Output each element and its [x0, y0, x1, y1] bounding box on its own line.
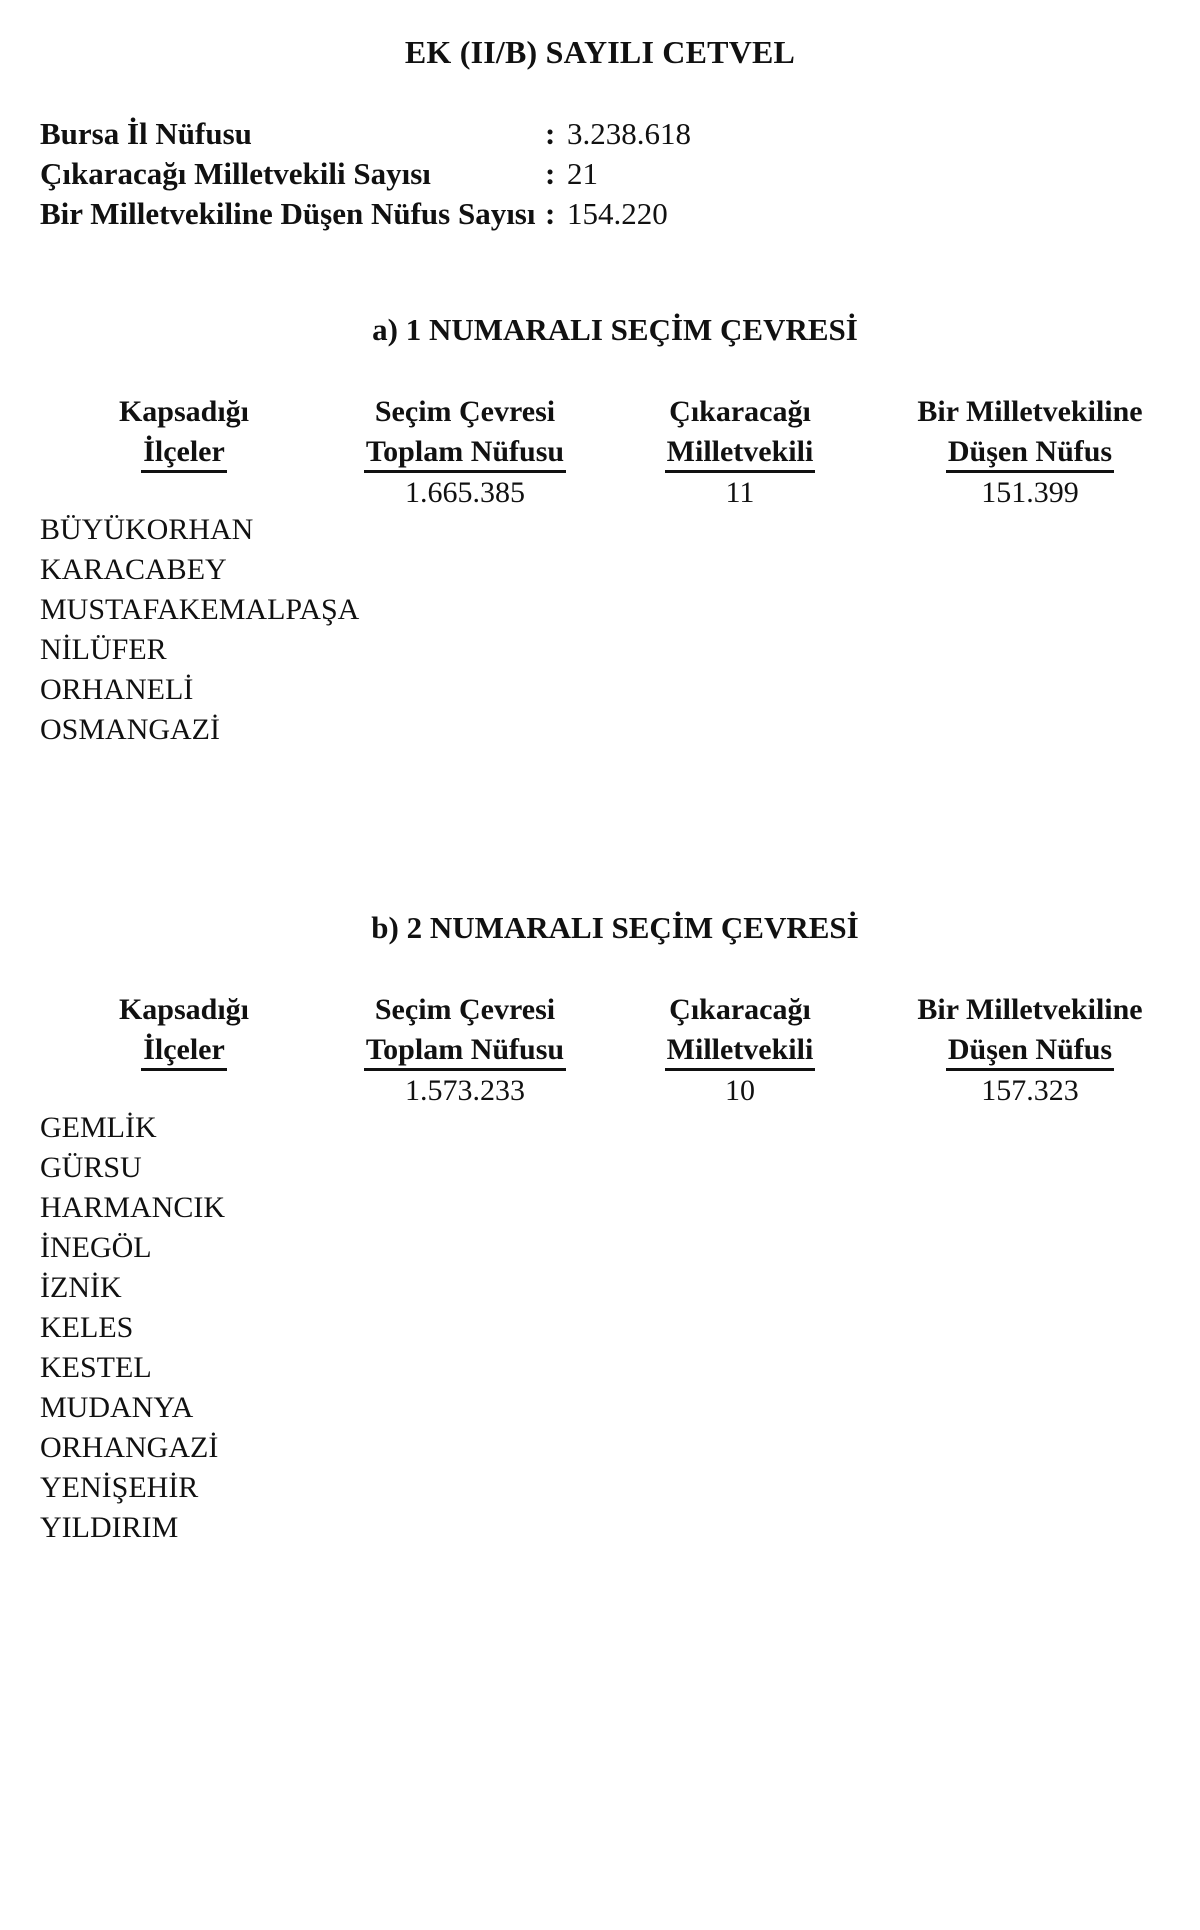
column-header-line1: Seçim Çevresi	[374, 993, 556, 1026]
district-item: GEMLİK	[40, 1111, 157, 1144]
district-item: ORHANELİ	[40, 673, 194, 706]
district-item: BÜYÜKORHAN	[40, 513, 254, 546]
district-item: ORHANGAZİ	[40, 1431, 219, 1464]
column-header-line2: Toplam Nüfusu	[364, 1032, 566, 1071]
district-item: İZNİK	[40, 1271, 122, 1304]
column-districts-header	[84, 990, 284, 1071]
column-per-deputy-header	[900, 392, 1160, 511]
district-item: HARMANCIK	[40, 1191, 226, 1224]
summary-row-population	[40, 114, 691, 154]
column-header-line2: Düşen Nüfus	[946, 434, 1114, 473]
summary-label: Bir Milletvekiline Düşen Nüfus Sayısı	[40, 196, 536, 231]
column-header-line2: Milletvekili	[665, 434, 816, 473]
column-header-line2: Toplam Nüfusu	[364, 434, 566, 473]
district-item: KARACABEY	[40, 553, 227, 586]
district-item: MUDANYA	[40, 1391, 194, 1424]
column-header-line1: Bir Milletvekiline	[917, 993, 1143, 1026]
section-title: b) 2 NUMARALI SEÇİM ÇEVRESİ	[371, 910, 859, 945]
column-header-line1: Seçim Çevresi	[374, 395, 556, 428]
column-header-line2: İlçeler	[141, 434, 227, 473]
district-item: MUSTAFAKEMALPAŞA	[40, 593, 360, 626]
column-per-deputy-header	[900, 990, 1160, 1109]
district-item: YENİŞEHİR	[40, 1471, 199, 1504]
district-list	[40, 1108, 225, 1548]
per-deputy-value: 151.399	[981, 476, 1079, 509]
deputies-value: 11	[725, 476, 755, 509]
district-item: KESTEL	[40, 1351, 152, 1384]
summary-colon: :	[545, 116, 556, 151]
column-header-line2: İlçeler	[141, 1032, 227, 1071]
summary-block	[40, 114, 691, 234]
district-item: NİLÜFER	[40, 633, 167, 666]
district-item: YILDIRIM	[40, 1511, 179, 1544]
column-total-header	[345, 990, 585, 1109]
section-title: a) 1 NUMARALI SEÇİM ÇEVRESİ	[372, 312, 858, 347]
district-item: GÜRSU	[40, 1151, 142, 1184]
deputies-value: 10	[725, 1074, 755, 1107]
column-total-header	[345, 392, 585, 511]
per-deputy-value: 157.323	[981, 1074, 1079, 1107]
district-item: İNEGÖL	[40, 1231, 152, 1264]
summary-colon: :	[545, 196, 556, 231]
district-item: OSMANGAZİ	[40, 713, 220, 746]
summary-value: 154.220	[567, 196, 668, 231]
column-header-line1: Kapsadığı	[118, 993, 250, 1026]
column-header-line1: Bir Milletvekiline	[917, 395, 1143, 428]
summary-row-deputies	[40, 154, 691, 194]
summary-row-per-deputy	[40, 194, 691, 234]
column-header-line1: Çıkaracağı	[669, 993, 811, 1026]
summary-label: Çıkaracağı Milletvekili Sayısı	[40, 156, 431, 191]
column-header-line1: Çıkaracağı	[669, 395, 811, 428]
column-deputies-header	[630, 392, 850, 511]
summary-value: 21	[567, 156, 598, 191]
document-title: EK (II/B) SAYILI CETVEL	[404, 34, 796, 70]
summary-label: Bursa İl Nüfusu	[40, 116, 252, 151]
column-header-line2: Milletvekili	[665, 1032, 816, 1071]
total-population-value: 1.665.385	[405, 476, 525, 509]
district-list	[40, 510, 359, 750]
column-deputies-header	[630, 990, 850, 1109]
summary-colon: :	[545, 156, 556, 191]
district-item: KELES	[40, 1311, 134, 1344]
column-header-line2: Düşen Nüfus	[946, 1032, 1114, 1071]
summary-value: 3.238.618	[567, 116, 691, 151]
column-districts-header	[84, 392, 284, 473]
column-header-line1: Kapsadığı	[118, 395, 250, 428]
total-population-value: 1.573.233	[405, 1074, 525, 1107]
